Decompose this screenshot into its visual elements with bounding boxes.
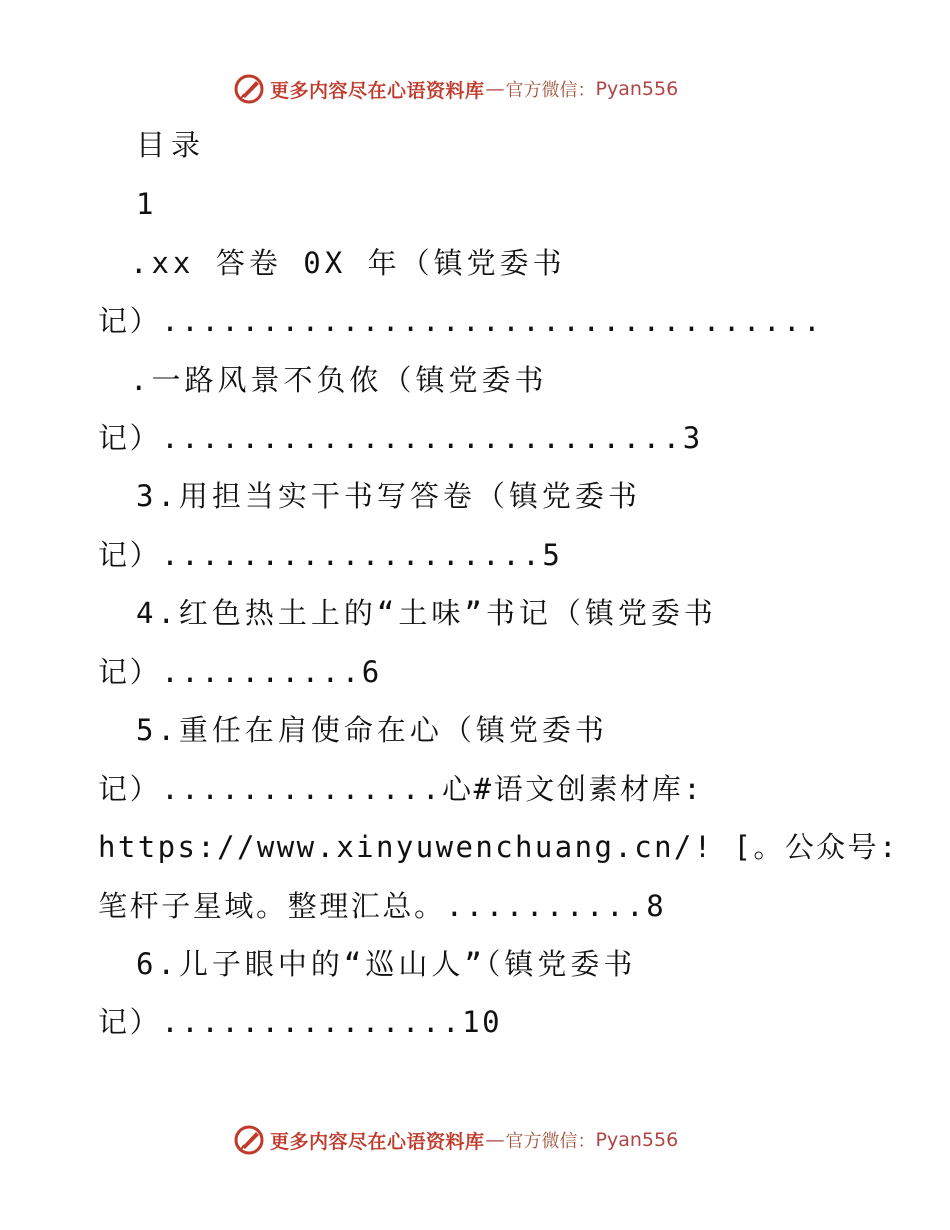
toc-line: 记）................................. [98, 304, 824, 338]
toc-line: 1 [136, 187, 158, 221]
banner-wechat-label: 官方微信： [505, 1131, 596, 1152]
toc-line: 笔杆子星域。整理汇总。..........8 [98, 889, 667, 923]
toc-line: 3.用担当实干书写答卷（镇党委书 [136, 479, 641, 513]
banner-account: Pyan556 [595, 1129, 679, 1151]
toc-title: 目录 [136, 128, 207, 162]
toc-line: .xx 答卷 0X 年（镇党委书 [130, 246, 566, 280]
watermark-banner-bottom [232, 1123, 678, 1157]
toc-line: https://www.xinyuwenchuang.cn/! [。公众号: [98, 830, 899, 864]
banner-separator: — [485, 78, 505, 100]
toc-line: 记）..............心#语文创素材库: [98, 772, 704, 806]
toc-line: .一路风景不负侬（镇党委书 [130, 363, 548, 397]
toc-line: 记）..........6 [98, 655, 382, 689]
toc-line: 6.儿子眼中的“巡山人”（镇党委书 [136, 947, 637, 981]
banner-wechat-label: 官方微信： [505, 80, 596, 101]
banner-main-text: 更多内容尽在心语资料库 [270, 79, 485, 102]
toc-line: 4.红色热土上的“土味”书记（镇党委书 [136, 596, 717, 630]
banner-account: Pyan556 [595, 78, 679, 100]
toc-line: 记）...............10 [98, 1005, 503, 1039]
quill-logo-icon [232, 72, 266, 106]
watermark-banner-top [232, 72, 678, 106]
toc-line: 记）..........................3 [98, 421, 703, 455]
toc-line: 5.重任在肩使命在心（镇党委书 [136, 713, 608, 747]
quill-logo-icon [232, 1123, 266, 1157]
banner-separator: — [485, 1129, 505, 1151]
banner-main-text: 更多内容尽在心语资料库 [270, 1130, 485, 1153]
toc-line: 记）...................5 [98, 538, 563, 572]
